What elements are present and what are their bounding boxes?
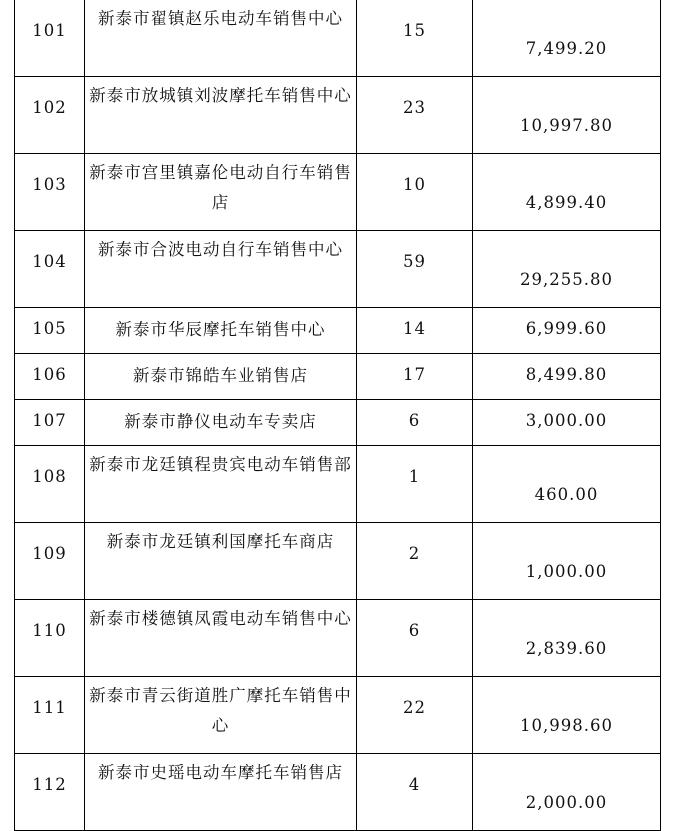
quantity: 59: [357, 231, 473, 308]
amount: 1,000.00: [473, 523, 661, 600]
amount: 8,499.80: [473, 354, 661, 400]
amount: 10,997.80: [473, 77, 661, 154]
amount: 2,000.00: [473, 754, 661, 831]
dealer-name: 新泰市龙廷镇程贵宾电动车销售部: [85, 446, 357, 523]
dealer-name: 新泰市史瑶电动车摩托车销售店: [85, 754, 357, 831]
quantity: 4: [357, 754, 473, 831]
dealer-name: 新泰市楼德镇凤霞电动车销售中心: [85, 600, 357, 677]
table-row: [15, 154, 661, 231]
dealer-name: 新泰市青云街道胜广摩托车销售中心: [85, 677, 357, 754]
row-number: 112: [15, 754, 85, 831]
table-row: [15, 446, 661, 523]
dealer-name: 新泰市翟镇赵乐电动车销售中心: [85, 0, 357, 77]
dealer-name: 新泰市华辰摩托车销售中心: [85, 308, 357, 354]
dealer-name: 新泰市静仪电动车专卖店: [85, 400, 357, 446]
row-number: 101: [15, 0, 85, 77]
amount: 4,899.40: [473, 154, 661, 231]
row-number: 107: [15, 400, 85, 446]
row-number: 106: [15, 354, 85, 400]
table-row: [15, 677, 661, 754]
amount: 460.00: [473, 446, 661, 523]
quantity: 23: [357, 77, 473, 154]
amount: 29,255.80: [473, 231, 661, 308]
amount: 3,000.00: [473, 400, 661, 446]
row-number: 103: [15, 154, 85, 231]
quantity: 6: [357, 400, 473, 446]
dealer-name: 新泰市龙廷镇利国摩托车商店: [85, 523, 357, 600]
quantity: 2: [357, 523, 473, 600]
table-row: [15, 0, 661, 77]
table-row: [15, 354, 661, 400]
quantity: 10: [357, 154, 473, 231]
quantity: 1: [357, 446, 473, 523]
amount: 10,998.60: [473, 677, 661, 754]
quantity: 17: [357, 354, 473, 400]
row-number: 109: [15, 523, 85, 600]
dealer-name: 新泰市合波电动自行车销售中心: [85, 231, 357, 308]
row-number: 102: [15, 77, 85, 154]
row-number: 104: [15, 231, 85, 308]
dealer-name: 新泰市放城镇刘波摩托车销售中心: [85, 77, 357, 154]
quantity: 22: [357, 677, 473, 754]
table-row: [15, 308, 661, 354]
table-row: [15, 400, 661, 446]
dealer-name: 新泰市宫里镇嘉伦电动自行车销售店: [85, 154, 357, 231]
table-row: [15, 523, 661, 600]
row-number: 108: [15, 446, 85, 523]
amount: 6,999.60: [473, 308, 661, 354]
amount: 2,839.60: [473, 600, 661, 677]
quantity: 6: [357, 600, 473, 677]
table-row: [15, 600, 661, 677]
row-number: 110: [15, 600, 85, 677]
dealer-name: 新泰市锦皓车业销售店: [85, 354, 357, 400]
quantity: 14: [357, 308, 473, 354]
row-number: 105: [15, 308, 85, 354]
table-row: [15, 231, 661, 308]
row-number: 111: [15, 677, 85, 754]
quantity: 15: [357, 0, 473, 77]
table-row: [15, 754, 661, 831]
dealer-table: [14, 0, 661, 831]
table-row: [15, 77, 661, 154]
amount: 7,499.20: [473, 0, 661, 77]
